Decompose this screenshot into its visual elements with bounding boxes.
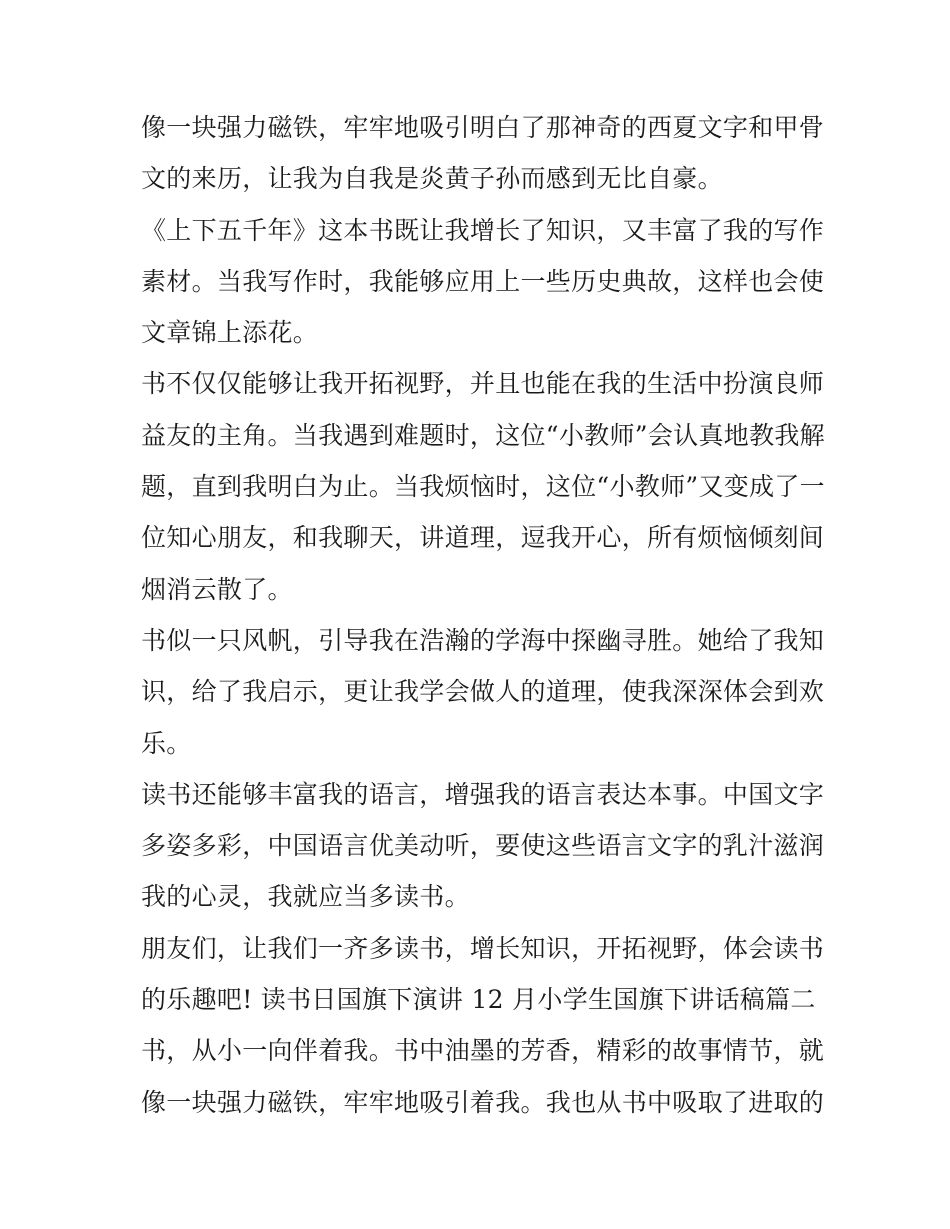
text-line: 读书还能够丰富我的语言，增强我的语言表达本事。中国文字 — [141, 779, 825, 809]
text-line: 益友的主角。当我遇到难题时，这位“小教师”会认真地教我解 — [141, 420, 825, 450]
text-line: 书似一只风帆，引导我在浩瀚的学海中探幽寻胜。她给了我知 — [141, 625, 825, 655]
text-line: 的乐趣吧! 读书日国旗下演讲 12 月小学生国旗下讲话稿篇二 — [141, 985, 816, 1015]
text-line: 我的心灵，我就应当多读书。 — [141, 882, 470, 912]
text-line: 文的来历，让我为自我是炎黄子孙而感到无比自豪。 — [141, 164, 723, 194]
text-line: 素材。当我写作时，我能够应用上一些历史典故，这样也会使 — [141, 266, 825, 296]
text-line: 乐。 — [141, 728, 192, 758]
text-line: 像一块强力磁铁，牢牢地吸引明白了那神奇的西夏文字和甲骨 — [141, 113, 825, 142]
text-line: 朋友们，让我们一齐多读书，增长知识，开拓视野，体会读书 — [141, 933, 825, 963]
text-line: 位知心朋友，和我聊天，讲道理，逗我开心，所有烦恼倾刻间 — [141, 523, 825, 553]
text-line: 书不仅仅能够让我开拓视野，并且也能在我的生活中扮演良师 — [141, 369, 825, 399]
text-line: 多姿多彩，中国语言优美动听，要使这些语言文字的乳汁滋润 — [141, 831, 825, 861]
text-line: 文章锦上添花。 — [141, 318, 319, 348]
text-line: 像一块强力磁铁，牢牢地吸引着我。我也从书中吸取了进取的 — [141, 1087, 825, 1117]
text-line: 识，给了我启示，更让我学会做人的道理，使我深深体会到欢 — [141, 677, 825, 707]
text-line: 题，直到我明白为止。当我烦恼时，这位“小教师”又变成了一 — [141, 472, 825, 502]
text-line: 烟消云散了。 — [141, 574, 293, 604]
document-body — [141, 102, 825, 1128]
text-line: 《上下五千年》这本书既让我增长了知识，又丰富了我的写作 — [141, 215, 825, 245]
text-line: 书，从小一向伴着我。书中油墨的芳香，精彩的故事情节，就 — [141, 1036, 825, 1066]
